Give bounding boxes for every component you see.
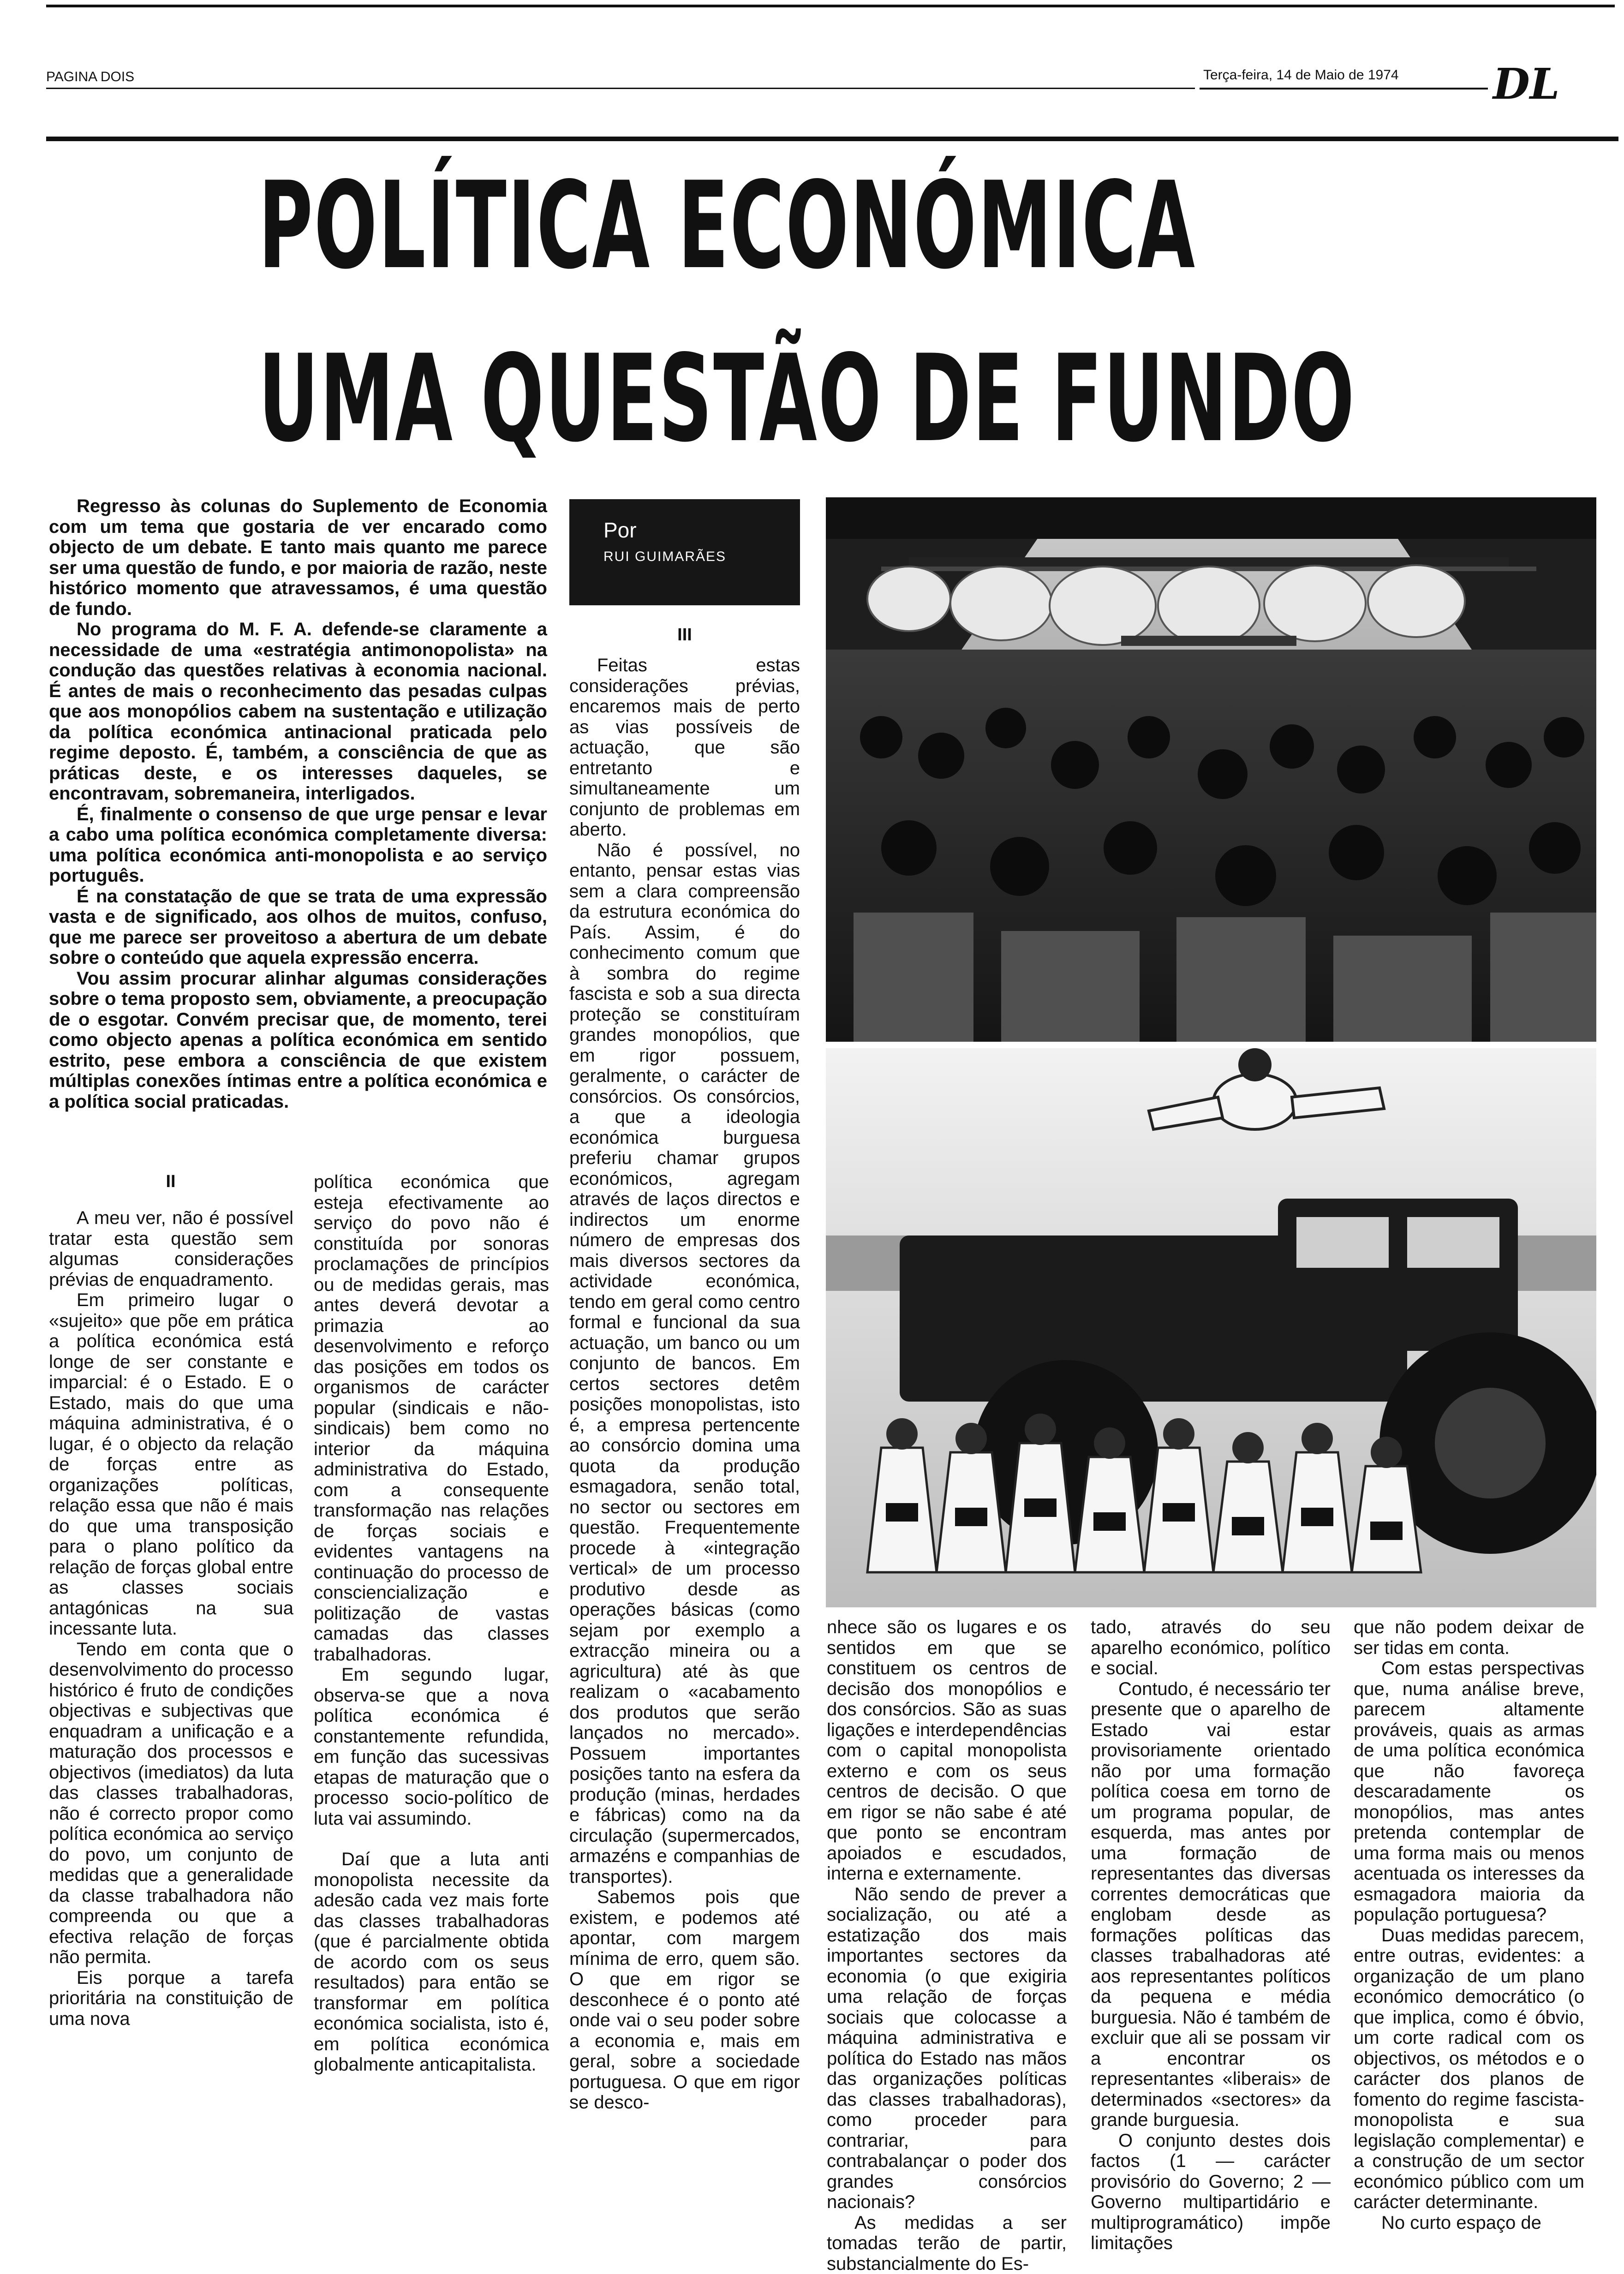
paragraph: A meu ver, não é possível tratar esta questão sem algumas considerações prévias de enquadramento. [49, 1208, 293, 1290]
lead-paragraph: É, finalmente o consenso de que urge pensar e levar a cabo uma política económica completamente diversa: uma política económica anti-monopolista e ao serviço português. [49, 804, 547, 886]
paragraph: No curto espaço de [1354, 2213, 1584, 2233]
column-6 [1354, 1617, 1584, 2233]
paragraph: política económica que esteja efectivamente ao serviço do povo não é constituída por sonoras proclamações de princípios ou de medidas gerais, mas antes deverá devotar a primazia ao desenvolvimento e reforço das posições em todos os organismos de carácter popular (sindicais e não-sindicais) bem como no interior da máquina administrativa do Estado, com a consequente transformação nas relações de forças sociais e evidentes vantagens na continuação do processo de consciencialização e politização de vastas camadas das classes trabalhadoras. [314, 1172, 549, 1665]
byline-box [569, 499, 800, 605]
byline-author: RUI GUIMARÃES [603, 549, 726, 565]
paragraph: Feitas estas considerações prévias, encaremos mais de perto as vias possíveis de actuação, que são entretanto e simultaneamente um conjunto de problemas em aberto. [569, 655, 800, 840]
header-rule-left [46, 88, 1195, 89]
headline-line1: POLÍTICA ECONÓMICA [258, 164, 1031, 288]
paragraph: Contudo, é necessário ter presente que o aparelho de Estado vai estar provisoriamente orientado não por uma formação política coesa em torno de um programa popular, de esquerda, mas antes por uma formação de representantes das diversas correntes democráticas que englobam desde as formações políticas das classes trabalhadoras até aos representantes políticos da pequena e média burguesia. Não é também de excluir que ali se possam vir a encontrar os representantes «liberais» de determinados «sectores» da grande burguesia. [1091, 1679, 1331, 2131]
lead-paragraph: No programa do M. F. A. defende-se claramente a necessidade de uma «estratégia antimonopolista» na condução das questões relativas à economia nacional. É antes de mais o reconhecimento das pesadas culpas que aos monopólios cabem na sustentação e utilização da política económica antinacional praticada pelo regime deposto. É, também, a consciência de que as práticas deste, e os interesses daqueles, se encontravam, sobremaneira, interligados. [49, 619, 547, 804]
byline-by: Por [603, 518, 637, 543]
section-ii-marker: II [46, 1172, 295, 1192]
photo-montage [826, 497, 1596, 1607]
lead-intro [49, 496, 547, 1112]
column-4 [827, 1617, 1067, 2274]
paragraph: que não podem deixar de ser tidas em conta. [1354, 1617, 1584, 1658]
lead-paragraph: Regresso às colunas do Suplemento de Economia com um tema que gostaria de ver encarado como objecto de um debate. E tanto mais quanto me parece ser uma questão de fundo, e por maioria de razão, neste histórico momento que atravessamos, é uma questão de fundo. [49, 496, 547, 619]
paragraph: Daí que a luta anti monopolista necessite da adesão cada vez mais forte das classes trabalhadoras (que é parcialmente obtida de acordo com os seus resultados) para então se transformar em política económica socialista, isto é, em política económica globalmente anticapitalista. [314, 1849, 549, 2075]
section-iii-marker: III [569, 625, 800, 645]
paragraph: As medidas a ser tomadas terão de partir, substancialmente do Es- [827, 2213, 1067, 2274]
column-1 [49, 1208, 293, 2029]
paragraph: Não é possível, no entanto, pensar estas vias sem a clara compreensão da estrutura económica do País. Assim, é do conhecimento comum que à sombra do regime fascista e sob a sua directa proteção se constituíram grandes monopólios, que em rigor possuem, geralmente, o carácter de consórcios. Os consórcios, a que a ideologia económica burguesa preferiu chamar grupos económicos, agregam através de laços directos e indirectos um enorme número de empresas dos mais diversos sectores da actividade económica, tendo em geral como centro formal e funcional da sua actuação, um banco ou um conjunto de bancos. Em certos sectores detêm posições monopolistas, isto é, a empresa pertencente ao consórcio domina uma quota da produção esmagadora, senão total, no sector ou sectores em questão. Frequentemente procede à «integração vertical» de um processo produtivo desde as operações básicas (como sejam por exemplo a extracção mineira ou a agricultura) até às que realizam o «acabamento dos produtos que serão lançados no mercado». Possuem importantes posições tanto na esfera da produção (minas, herdades e fábricas) como na da circulação (supermercados, armazéns e companhias de transportes). [569, 840, 800, 1887]
paragraph: Em primeiro lugar o «sujeito» que põe em prática a política económica está longe de ser constante e imparcial: é o Estado. E o Estado, mais do que uma máquina administrativa, é o lugar, é o objecto da relação de forças entre as organizações políticas, relação essa que não é mais do que uma transposição para o plano político da relação de forças global entre as classes sociais antagónicas na sua incessante luta. [49, 1290, 293, 1639]
newspaper-logo: DL [1493, 59, 1559, 109]
paragraph: Eis porque a tarefa prioritária na constituição de uma nova [49, 1968, 293, 2029]
paragraph: Tendo em conta que o desenvolvimento do processo histórico é fruto de condições objectivas e subjectivas que enquadram a unificação e a maturação dos processos e objectivos (imediatos) da luta das classes trabalhadoras, não é correcto propor como política económica ao serviço do povo, um conjunto de medidas que a generalidade da classe trabalhadora não compreenda ou que a efectiva relação de forças não permita. [49, 1639, 293, 1968]
paragraph: Duas medidas parecem, entre outras, evidentes: a organização de um plano económico democrático (o que implica, como é óbvio, um corte radical com os objectivos, os métodos e o carácter dos planos de fomento do regime fascista-monopolista e sua legislação complementar) e a construção de um sector económico público com um carácter determinante. [1354, 1925, 1584, 2213]
column-3 [569, 655, 800, 2113]
paragraph: Não sendo de prever a socialização, ou até a estatização dos mais importantes sectores da economia (o que exigiria uma relação de forças sociais que colocasse a máquina administrativa e política do Estado nas mãos das organizações políticas das classes trabalhadoras), como proceder para contrariar, para contrabalançar o poder dos grandes consórcios nacionais? [827, 1884, 1067, 2213]
issue-date: Terça-feira, 14 de Maio de 1974 [1203, 67, 1399, 83]
paragraph: Em segundo lugar, observa-se que a nova política económica é constantemente refundida, em função das sucessivas etapas de maturação que o processo socio-político de luta vai assumindo. [314, 1665, 549, 1829]
top-thick-rule [46, 137, 1618, 141]
lead-paragraph: Vou assim procurar alinhar algumas considerações sobre o tema proposto sem, obviamente, a preocupação de o esgotar. Convém precisar que, de momento, terei como objecto apenas a política económica em sentido estrito, pese embora a consciência de que existem múltiplas conexões íntimas entre a política económica e a política social praticadas. [49, 968, 547, 1112]
photo-image [826, 497, 1596, 1607]
paragraph: Sabemos pois que existem, e podemos até apontar, com margem mínima de erro, quem são. O que em rigor se desconhece é o ponto até onde vai o seu poder sobre a economia e, mais em geral, sobre a sociedade portuguesa. O que em rigor se desco- [569, 1887, 800, 2113]
column-5 [1091, 1617, 1331, 2254]
paragraph: Com estas perspectivas que, numa análise breve, parecem altamente prováveis, quais as armas de uma política económica que não favoreça descaradamente os monopólios, mas antes pretenda contemplar de uma forma mais ou menos acentuada os interesses da esmagadora maioria da população portuguesa? [1354, 1658, 1584, 1925]
paragraph: nhece são os lugares e os sentidos em que se constituem os centros de decisão dos monopólios e dos consórcios. São as suas ligações e interdependências com o capital monopolista externo e com os seus centros de decisão. O que em rigor se não sabe é até que ponto se encontram apoiados e escudados, interna e externamente. [827, 1617, 1067, 1884]
column-2 [314, 1172, 549, 2075]
paragraph: O conjunto destes dois factos (1 — carácter provisório do Governo; 2 — Governo multipartidário e multiprogramático) impõe limitações [1091, 2131, 1331, 2254]
section-label: PAGINA DOIS [46, 69, 134, 85]
paragraph: tado, através do seu aparelho económico, político e social. [1091, 1617, 1331, 1679]
page-top-edge [46, 5, 1615, 7]
headline-line2: UMA QUESTÃO DE FUNDO [258, 337, 1031, 461]
lead-paragraph: É na constatação de que se trata de uma expressão vasta e de significado, aos olhos de muitos, confuso, que me parece ser proveitoso a abertura de um debate sobre o conteúdo que aquela expressão encerra. [49, 886, 547, 968]
header-rule-right [1200, 88, 1488, 90]
